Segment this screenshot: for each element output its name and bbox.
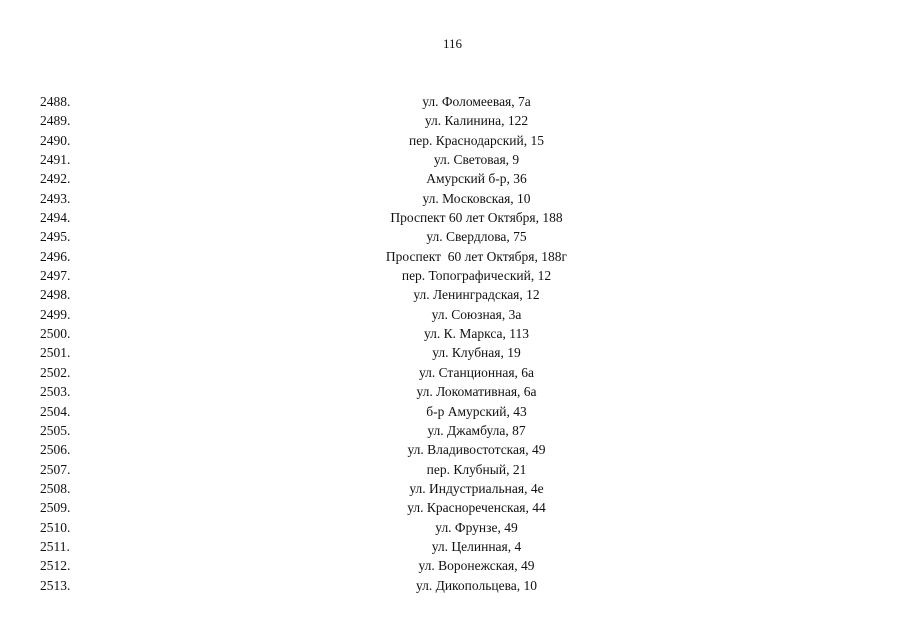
row-address: ул. Целинная, 4	[431, 538, 522, 554]
list-item	[40, 402, 870, 421]
address-list	[40, 92, 870, 595]
list-item	[40, 576, 870, 595]
list-item	[40, 556, 870, 575]
row-number: 2501.	[40, 345, 71, 361]
row-number: 2513.	[40, 577, 71, 593]
list-item	[40, 421, 870, 440]
row-number: 2498.	[40, 287, 71, 303]
row-address: ул. Станционная, 6а	[418, 364, 535, 380]
row-address: ул. Индустриальная, 4е	[409, 480, 544, 496]
row-address: пер. Клубный, 21	[426, 461, 527, 477]
row-number: 2495.	[40, 229, 71, 245]
list-item	[40, 247, 870, 266]
row-address: ул. Фоломеевая, 7а	[422, 94, 531, 109]
row-number: 2502.	[40, 364, 71, 380]
list-item	[40, 363, 870, 382]
row-number: 2512.	[40, 558, 71, 574]
row-number: 2509.	[40, 500, 71, 516]
list-item	[40, 498, 870, 517]
row-number: 2500.	[40, 326, 71, 342]
row-address: ул. Владивостотская, 49	[407, 442, 546, 458]
list-item	[40, 131, 870, 150]
list-item	[40, 208, 870, 227]
row-address: Проспект 60 лет Октября, 188	[390, 210, 563, 226]
row-number: 2488.	[40, 94, 71, 109]
list-item	[40, 518, 870, 537]
list-item	[40, 382, 870, 401]
row-number: 2507.	[40, 461, 71, 477]
list-item	[40, 227, 870, 246]
row-number: 2491.	[40, 152, 71, 168]
row-address: ул. Ленинградская, 12	[413, 287, 540, 303]
row-number: 2489.	[40, 113, 71, 129]
row-address: ул. Фрунзе, 49	[435, 519, 518, 535]
list-item	[40, 537, 870, 556]
row-number: 2497.	[40, 268, 71, 284]
row-address: ул. Световая, 9	[433, 152, 520, 168]
row-address: ул. Воронежская, 49	[418, 558, 535, 574]
row-address: ул. Калинина, 122	[424, 113, 529, 129]
list-item	[40, 479, 870, 498]
row-address: ул. К. Маркса, 113	[423, 326, 529, 342]
row-address: ул. Локомативная, 6а	[416, 384, 537, 400]
row-address: б-р Амурский, 43	[426, 403, 527, 419]
list-item	[40, 343, 870, 362]
row-number: 2504.	[40, 403, 71, 419]
row-address: Проспект 60 лет Октября, 188г	[385, 248, 568, 264]
row-address: ул. Джамбула, 87	[427, 422, 526, 438]
row-number: 2499.	[40, 306, 71, 322]
row-address: ул. Свердлова, 75	[426, 229, 527, 245]
row-number: 2508.	[40, 480, 71, 496]
list-item	[40, 460, 870, 479]
row-address: Амурский б-р, 36	[426, 171, 527, 187]
row-number: 2505.	[40, 422, 71, 438]
list-item	[40, 266, 870, 285]
row-address: пер. Топографический, 12	[401, 268, 552, 284]
row-number: 2496.	[40, 248, 71, 264]
row-address: ул. Союзная, 3а	[431, 306, 522, 322]
row-number: 2492.	[40, 171, 71, 187]
list-item	[40, 169, 870, 188]
list-item	[40, 92, 870, 111]
row-number: 2493.	[40, 190, 71, 206]
row-number: 2494.	[40, 210, 71, 226]
list-item	[40, 440, 870, 459]
row-address: ул. Дикопольцева, 10	[415, 577, 538, 593]
list-item	[40, 324, 870, 343]
row-number: 2490.	[40, 132, 71, 148]
list-item	[40, 189, 870, 208]
row-number: 2506.	[40, 442, 71, 458]
row-number: 2510.	[40, 519, 71, 535]
row-address: ул. Московская, 10	[422, 190, 531, 206]
page-number: 116	[442, 36, 463, 51]
list-item	[40, 285, 870, 304]
row-number: 2511.	[40, 538, 70, 554]
row-address: пер. Краснодарский, 15	[409, 132, 544, 148]
row-address: ул. Клубная, 19	[432, 345, 521, 361]
list-item	[40, 305, 870, 324]
list-item	[40, 111, 870, 130]
list-item	[40, 150, 870, 169]
row-number: 2503.	[40, 384, 71, 400]
row-address: ул. Краснореченская, 44	[407, 500, 546, 516]
